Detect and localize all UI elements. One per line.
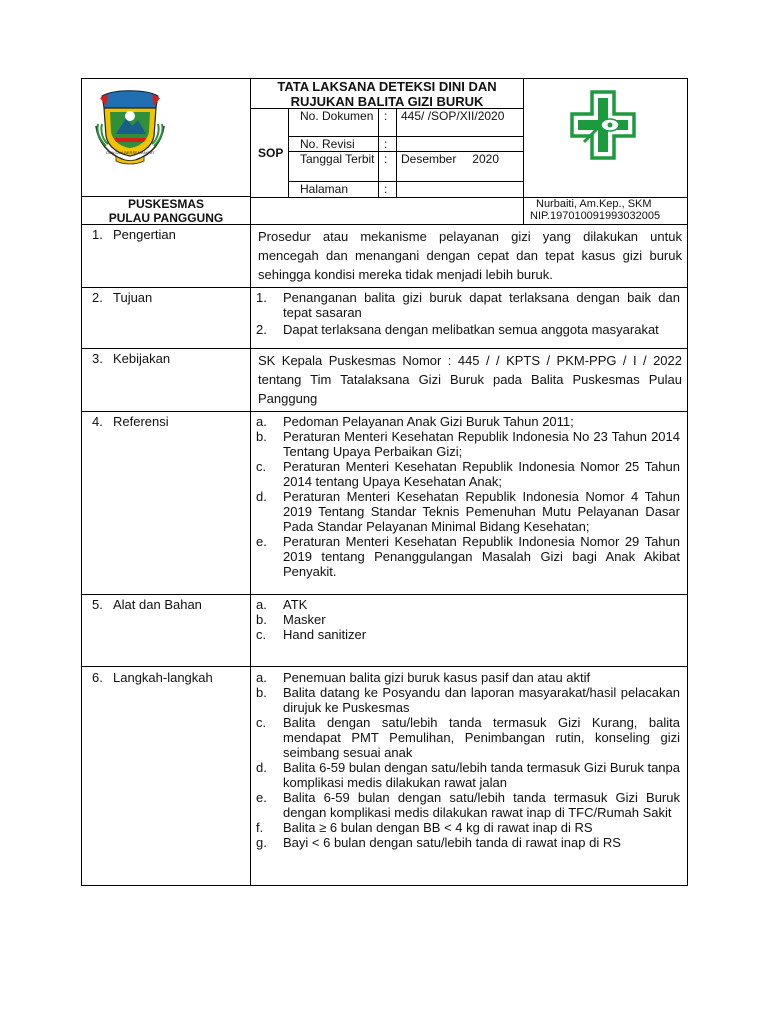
referensi-list: [256, 414, 680, 579]
section-number: 4.: [92, 414, 103, 429]
list-marker: d.: [256, 489, 267, 504]
list-item-text: Bayi < 6 bulan dengan satu/lebih tanda di rawat inap di RS: [283, 835, 621, 850]
list-item-text: Dapat terlaksana dengan melibatkan semua anggota masyarakat: [283, 322, 659, 337]
list-marker: e.: [256, 790, 267, 805]
meta-label-document-number: No. Dokumen: [300, 109, 374, 123]
puskesmas-cross-logo: [570, 90, 636, 160]
section-label-referensi: Referensi: [113, 414, 169, 429]
meta-sep-document-number: :: [384, 109, 388, 123]
meta-label-page: Halaman: [300, 182, 349, 196]
list-marker: b.: [256, 685, 267, 700]
list-marker: f.: [256, 820, 264, 835]
meta-value-document-number: 445/ /SOP/XII/2020: [401, 109, 505, 123]
list-item: [256, 715, 680, 760]
list-item: [256, 459, 680, 489]
list-item: [256, 790, 680, 820]
list-item-text: Balita datang ke Posyandu dan laporan masyarakat/hasil pelacakan dirujuk ke Puskesmas: [283, 685, 680, 715]
list-item-text: Penemuan balita gizi buruk kasus pasif dan atau aktif: [283, 670, 591, 685]
meta-value-issue-date: Desember 2020: [401, 152, 499, 166]
list-item: [256, 534, 680, 579]
signer-name: Nurbaiti, Am.Kep., SKM: [536, 198, 652, 210]
tujuan-list: [256, 290, 680, 337]
list-item-text: Peraturan Menteri Kesehatan Republik Indonesia Nomor 4 Tahun 2019 Tentang Standar Teknis Pemenuhan Mutu Pelayanan Dasar Pada Standar Pelayanan Minimal Bidang Kesehatan;: [283, 489, 680, 534]
meta-label-issue-date: Tanggal Terbit: [300, 152, 375, 166]
section-label-langkah-langkah: Langkah-langkah: [113, 670, 213, 685]
list-item: [256, 685, 680, 715]
list-item-text: Balita ≥ 6 bulan dengan BB < 4 kg di rawat inap di RS: [283, 820, 593, 835]
list-marker: a.: [256, 670, 267, 685]
list-item: [256, 670, 680, 685]
list-item-text: Balita dengan satu/lebih tanda termasuk Gizi Kurang, balita mendapat PMT Pemulihan, Penimbangan rutin, konseling gizi seimbang sesuai anak: [283, 715, 680, 760]
list-item: [256, 627, 680, 642]
list-marker: a.: [256, 414, 267, 429]
list-item-text: Balita 6-59 bulan dengan satu/lebih tanda termasuk Gizi Buruk dengan komplikasi medis dilakukan rawat inap di TFC/Rumah Sakit: [283, 790, 680, 820]
list-marker: 1.: [256, 290, 267, 305]
list-item-text: Penanganan balita gizi buruk dapat terlaksana dengan baik dan tepat sasaran: [283, 290, 680, 320]
list-marker: c.: [256, 459, 267, 474]
meta-sep-issue-date: :: [384, 152, 388, 166]
list-item: [256, 322, 680, 337]
list-item: [256, 835, 680, 850]
list-item: [256, 820, 680, 835]
section-label-kebijakan: Kebijakan: [113, 351, 171, 366]
list-item-text: Peraturan Menteri Kesehatan Republik Indonesia Nomor 25 Tahun 2014 tentang Upaya Kesehatan Anak;: [283, 459, 680, 489]
list-item: [256, 597, 680, 612]
list-marker: g.: [256, 835, 267, 850]
list-item: [256, 429, 680, 459]
section-text-kebijakan: SK Kepala Puskesmas Nomor : 445 / / KPTS / PKM-PPG / I / 2022 tentang Tim Tatalaksana Gizi Buruk pada Balita Puskesmas Pulau Panggung: [258, 353, 682, 406]
section-number: 5.: [92, 597, 103, 612]
section-label-alat-dan-bahan: Alat dan Bahan: [113, 597, 202, 612]
emblem-motto: DENGAN BERSEMANGAT: [106, 150, 155, 155]
list-item: [256, 489, 680, 534]
section-label-tujuan: Tujuan: [113, 290, 153, 305]
alat-bahan-list: [256, 597, 680, 642]
list-item: [256, 760, 680, 790]
list-marker: e.: [256, 534, 267, 549]
list-marker: b.: [256, 429, 267, 444]
list-item-text: Masker: [283, 612, 326, 627]
list-item-text: Peraturan Menteri Kesehatan Republik Indonesia No 23 Tahun 2014 Tentang Upaya Perbaikan Gizi;: [283, 429, 680, 459]
list-marker: d.: [256, 760, 267, 775]
list-item-text: Pedoman Pelayanan Anak Gizi Buruk Tahun 2011;: [283, 414, 574, 429]
list-item-text: Peraturan Menteri Kesehatan Republik Indonesia Nomor 29 Tahun 2019 tentang Penanggulangan Masalah Gizi bagi Anak Akibat Penyakit.: [283, 534, 680, 579]
document-title-line2: RUJUKAN BALITA GIZI BURUK: [290, 94, 484, 109]
list-item: [256, 290, 680, 320]
langkah-list: [256, 670, 680, 850]
org-name-line2: PULAU PANGGUNG: [108, 211, 224, 225]
list-item-text: Balita 6-59 bulan dengan satu/lebih tanda termasuk Gizi Buruk tanpa komplikasi medis dilakukan rawat jalan: [283, 760, 680, 790]
section-number: 6.: [92, 670, 103, 685]
list-item-text: ATK: [283, 597, 308, 612]
section-number: 3.: [92, 351, 103, 366]
org-name-line1: PUSKESMAS: [127, 197, 204, 211]
section-label-pengertian: Pengertian: [113, 227, 176, 242]
list-marker: b.: [256, 612, 267, 627]
list-marker: c.: [256, 627, 267, 642]
section-number: 2.: [92, 290, 103, 305]
list-marker: a.: [256, 597, 267, 612]
section-text-pengertian: Prosedur atau mekanisme pelayanan gizi yang dilakukan untuk mencegah dan menangani dengan cepat dan tepat kasus gizi buruk sehingga kondisi mereka tidak menjadi lebih buruk.: [258, 229, 682, 282]
list-item: [256, 414, 680, 429]
section-number: 1.: [92, 227, 103, 242]
list-marker: c.: [256, 715, 267, 730]
document-title-line1: TATA LAKSANA DETEKSI DINI DAN: [277, 79, 497, 94]
list-item-text: Hand sanitizer: [283, 627, 367, 642]
sop-label: SOP: [258, 146, 284, 160]
signer-nip: NIP.197010091993032005: [530, 210, 661, 222]
list-marker: 2.: [256, 322, 267, 337]
meta-label-revision: No. Revisi: [300, 137, 355, 151]
meta-sep-page: :: [384, 182, 388, 196]
list-item: [256, 612, 680, 627]
meta-sep-revision: :: [384, 137, 388, 151]
